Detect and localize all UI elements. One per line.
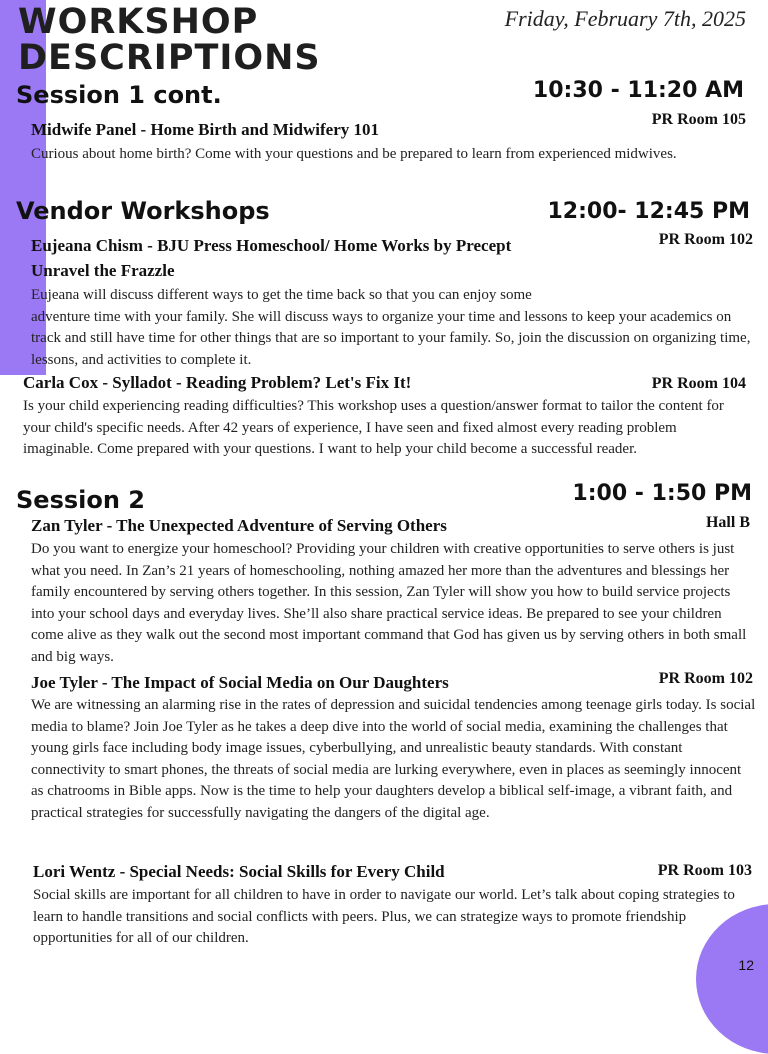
workshop-title-eujeana: Eujeana Chism - BJU Press Homeschool/ Home Works by Precept	[31, 236, 512, 255]
event-date: Friday, February 7th, 2025	[504, 6, 746, 31]
section-title-vendor: Vendor Workshops	[16, 197, 270, 225]
section-title-session2: Session 2	[16, 486, 145, 514]
session2-time: 1:00 - 1:50 PM	[572, 481, 752, 506]
workshop-room-joe: PR Room 102	[658, 670, 753, 687]
page-title-line2: DESCRIPTIONS	[18, 38, 321, 78]
section-title-session1: Session 1 cont.	[16, 81, 222, 109]
workshop-title-lori: Lori Wentz - Special Needs: Social Skills for Every Child	[33, 862, 445, 881]
workshop-description-lori: Social skills are important for all children to have in order to navigate our world. Let’s talk about coping strategies to learn to handle transitions and social conflicts with peers. Plus, we can strategize ways to promote friendship opportunities for all of our children.	[33, 887, 735, 946]
description-line: Eujeana will discuss different ways to get the time back so that you can enjoy some	[31, 287, 532, 303]
workshop-description-eujeana	[31, 285, 751, 371]
workshop-description-carla: Is your child experiencing reading difficulties? This workshop uses a question/answer format to tailor the content for your child's specific needs. After 42 years of experience, I have seen and fixed almost every reading problem imaginable. Come prepared with your questions. I want to help your child become a successful reader.	[23, 398, 724, 457]
workshop-title-carla: Carla Cox - Sylladot - Reading Problem? Let's Fix It!	[23, 373, 412, 392]
page-title-line1: WORKSHOP	[18, 2, 259, 42]
workshop-room-lori: PR Room 103	[657, 862, 752, 879]
workshop-room-eujeana: PR Room 102	[658, 231, 753, 248]
workshop-description-joe: We are witnessing an alarming rise in the rates of depression and suicidal tendencies among teenage girls today. Is social media to blame? Join Joe Tyler as he takes a deep dive into the world of social media, examining the challenges that young girls face including body image issues, cyberbullying, and unrealistic beauty standards. With constant connectivity to smart phones, the threats of social media are lurking everywhere, even in places as seemingly innocent as chatrooms in Bible apps. Now is the time to help your daughters develop a biblical self-image, a vibrant faith, and practical strategies for successfully navigating the dangers of the digital age.	[31, 697, 756, 821]
workshop-title-joe: Joe Tyler - The Impact of Social Media on Our Daughters	[31, 673, 449, 692]
workshop-title-zan: Zan Tyler - The Unexpected Adventure of Serving Others	[31, 516, 447, 535]
workshop-room-midwife: PR Room 105	[651, 111, 746, 128]
page-number: 12	[738, 957, 754, 973]
workshop-description-zan: Do you want to energize your homeschool? Providing your children with creative opportunities to serve others is just what you need. In Zan’s 21 years of homeschooling, nothing amazed her more than the adventures and blessings her family encountered by serving others together. In this session, Zan Tyler will show you how to build service projects into your school days and everyday lives. She’ll also share practical service ideas. Be prepared to see your children come alive as they walk out the second most important command that God has given us by serving others in both small and big ways.	[31, 541, 747, 665]
workshop-room-carla: PR Room 104	[651, 375, 746, 392]
workshop-subtitle-eujeana: Unravel the Frazzle	[31, 261, 175, 280]
workshop-description-midwife: Curious about home birth? Come with your questions and be prepared to learn from experienced midwives.	[31, 146, 677, 162]
vendor-time: 12:00- 12:45 PM	[547, 199, 750, 224]
session1-time: 10:30 - 11:20 AM	[532, 78, 744, 103]
workshop-title-midwife: Midwife Panel - Home Birth and Midwifery 101	[31, 120, 379, 139]
description-rest: adventure time with your family. She will discuss ways to organize your time and lessons to keep your academics on track and still have time for other things that are so important to your family. So, join the discussion on organizing time, lessons, and activities to complete it.	[31, 308, 751, 368]
workshop-room-zan: Hall B	[705, 514, 750, 531]
